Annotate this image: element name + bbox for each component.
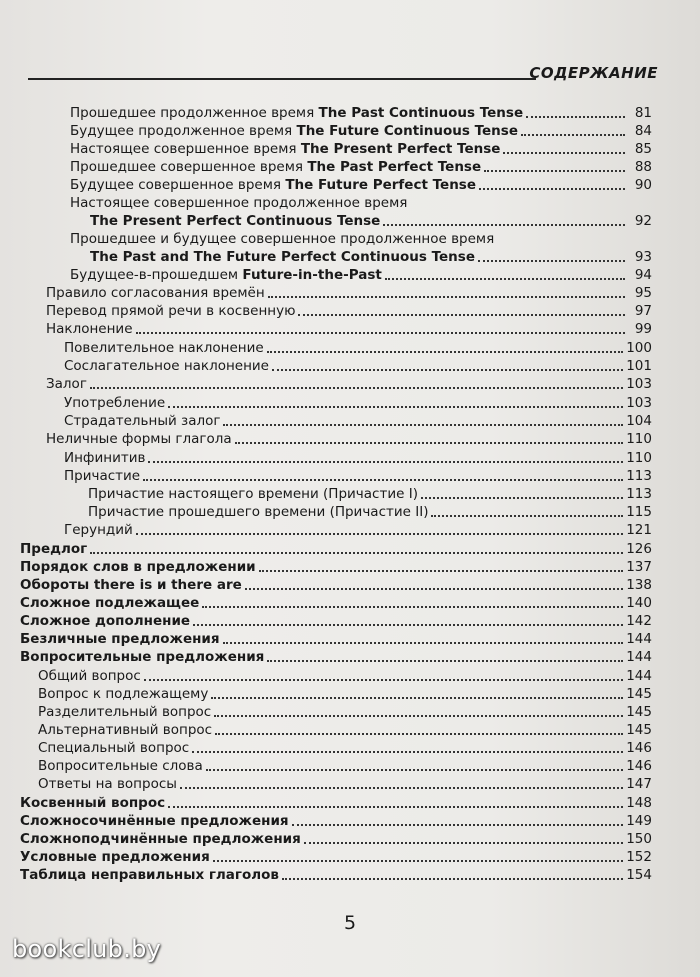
- toc-entry-bold-text: Сложное подлежащее: [20, 595, 200, 611]
- toc-entry-title: [38, 757, 203, 775]
- toc-entry-text: Разделительный вопрос: [38, 704, 212, 720]
- dot-leader: [235, 441, 624, 444]
- toc-entry-bold-text: The Present Perfect Tense: [300, 141, 501, 157]
- toc-entry: [88, 485, 652, 503]
- toc-entry-title: [20, 648, 264, 666]
- toc-entry-text: Правило согласования времён: [46, 285, 265, 301]
- toc-entry-title: [88, 503, 428, 521]
- toc-entry: [70, 104, 652, 122]
- dot-leader: [144, 678, 623, 681]
- toc-entry-text: Прошедшее и будущее совершенное продолженное время: [70, 231, 495, 247]
- toc-entry-title: [20, 866, 279, 884]
- toc-entry: [64, 339, 652, 357]
- toc-entry: [88, 503, 652, 521]
- toc-entry-title: [88, 485, 418, 503]
- toc-entry: [38, 685, 652, 703]
- toc-entry: [20, 648, 652, 666]
- toc-page-number: 137: [626, 559, 652, 575]
- toc-entry-text: Страдательный залог: [64, 413, 221, 429]
- toc-entry: [38, 775, 652, 793]
- toc-entry: [70, 158, 652, 176]
- toc-page-number: 90: [634, 177, 652, 193]
- toc-page-number: 146: [626, 758, 652, 774]
- toc-entry-text: Герундий: [64, 522, 133, 538]
- toc-page-number: 94: [634, 267, 652, 283]
- toc-entry-title: [90, 248, 475, 266]
- dot-leader: [259, 569, 624, 572]
- toc-entry: [20, 848, 652, 866]
- toc-entry-title: [64, 357, 269, 375]
- toc-entry-text: Причастие прошедшего времени (Причастие II): [88, 504, 429, 520]
- toc-entry: [64, 467, 652, 485]
- toc-entry: [20, 630, 652, 648]
- dot-leader: [304, 841, 623, 844]
- toc-page-number: 142: [626, 613, 652, 629]
- toc-entry-bold-text: Косвенный вопрос: [20, 795, 166, 811]
- dot-leader: [421, 496, 623, 499]
- toc-entry-title: [38, 667, 141, 685]
- toc-entry-title: [20, 576, 242, 594]
- toc-page-number: 145: [626, 722, 652, 738]
- toc-entry-text: Альтернативный вопрос: [38, 722, 213, 738]
- toc-entry-text: Употребление: [64, 395, 166, 411]
- toc-page-number: 103: [626, 376, 652, 392]
- toc-entry: [20, 576, 652, 594]
- toc-entry-title: [90, 212, 380, 230]
- toc-entry: [20, 794, 652, 812]
- toc-entry: [90, 212, 652, 230]
- toc-page-number: 113: [626, 486, 652, 502]
- toc-page-number: 144: [626, 668, 652, 684]
- toc-entry: [46, 320, 652, 338]
- toc-entry: [64, 412, 652, 430]
- toc-entry-bold-text: Безличные предложения: [20, 631, 220, 647]
- toc-entry-bold-text: Вопросительные предложения: [20, 649, 265, 665]
- toc-entry-bold-text: Future-in-the-Past: [242, 267, 382, 283]
- watermark-logo: bookclub.by: [12, 935, 162, 963]
- toc-entry-title: [70, 104, 523, 122]
- toc-entry-title: [46, 320, 133, 338]
- dot-leader: [206, 768, 623, 771]
- dot-leader: [478, 259, 625, 262]
- toc-entry: [46, 302, 652, 320]
- toc-page-number: 104: [626, 413, 652, 429]
- toc-page-number: 84: [634, 123, 652, 139]
- toc-page-number: 97: [634, 303, 652, 319]
- toc-page-number: 149: [626, 813, 652, 829]
- toc-entry-title: [70, 140, 500, 158]
- toc-entry-bold-text: Условные предложения: [20, 849, 210, 865]
- toc-page-number: 88: [634, 159, 652, 175]
- dot-leader: [298, 313, 625, 316]
- toc-entry-title: [64, 339, 264, 357]
- toc-entry: [38, 739, 652, 757]
- toc-page-number: 146: [626, 740, 652, 756]
- toc-page-number: 144: [626, 631, 652, 647]
- dot-leader: [431, 514, 623, 517]
- toc-page-number: 100: [626, 340, 652, 356]
- toc-entry: [64, 449, 652, 467]
- dot-leader: [148, 460, 623, 463]
- toc-entry-text: Общий вопрос: [38, 668, 141, 684]
- dot-leader: [223, 641, 624, 644]
- toc-entry: [38, 703, 652, 721]
- toc-entry-title: [38, 739, 189, 757]
- toc-entry-title: [20, 594, 199, 612]
- toc-page-number: 113: [626, 468, 652, 484]
- toc-entry-title: [64, 449, 145, 467]
- dot-leader: [292, 823, 624, 826]
- dot-leader: [90, 386, 623, 389]
- toc-page-number: 95: [634, 285, 652, 301]
- toc-page-number: 154: [626, 867, 652, 883]
- dot-leader: [136, 331, 625, 334]
- dot-leader: [267, 659, 623, 662]
- toc-page-number: 145: [626, 704, 652, 720]
- toc-entry-title: [20, 630, 220, 648]
- toc-entry: [64, 394, 652, 412]
- toc-entry-title: [20, 848, 210, 866]
- toc-page-number: 101: [626, 358, 652, 374]
- toc-page-number: 140: [626, 595, 652, 611]
- toc-entry-title: [46, 375, 87, 393]
- dot-leader: [484, 169, 625, 172]
- toc-entry: [64, 357, 652, 375]
- toc-entry-title: [38, 685, 208, 703]
- dot-leader: [521, 133, 625, 136]
- dot-leader: [268, 295, 625, 298]
- toc-entry: [46, 284, 652, 302]
- toc-entry-title: [38, 775, 177, 793]
- dot-leader: [202, 605, 623, 608]
- dot-leader: [90, 551, 623, 554]
- dot-leader: [245, 587, 623, 590]
- toc-entry: [46, 430, 652, 448]
- toc-entry-title: [38, 703, 211, 721]
- toc-entry-bold-text: Сложносочинённые предложения: [20, 813, 289, 829]
- dot-leader: [267, 350, 624, 353]
- toc-entry-text: Повелительное наклонение: [64, 340, 264, 356]
- dot-leader: [168, 805, 623, 808]
- toc-entry-bold-text: Порядок слов в предложении: [20, 559, 256, 575]
- toc-page-number: 152: [626, 849, 652, 865]
- toc-entry-title: [70, 231, 494, 247]
- toc-page-number: 81: [634, 105, 652, 121]
- toc-entry-text: Будущее-в-прошедшем: [70, 267, 243, 283]
- toc-entry-text: Причастие настоящего времени (Причастие I): [88, 486, 418, 502]
- dot-leader: [193, 623, 623, 626]
- toc-page-number: 121: [626, 522, 652, 538]
- toc-entry-bold-text: Сложное дополнение: [20, 613, 191, 629]
- dot-leader: [136, 532, 623, 535]
- toc-entry: [20, 558, 652, 576]
- toc-entry: [70, 230, 494, 248]
- toc-entry-title: [20, 830, 301, 848]
- toc-entry: [20, 830, 652, 848]
- toc-entry-title: [70, 195, 407, 211]
- toc-entry-text: Прошедшее продолженное время: [70, 105, 319, 121]
- toc-page-number: 150: [626, 831, 652, 847]
- toc-entry-title: [20, 558, 256, 576]
- toc-entry: [38, 667, 652, 685]
- toc-entry: [20, 866, 652, 884]
- toc-entry-title: [70, 122, 518, 140]
- toc-entry: [70, 176, 652, 194]
- page-number: 5: [343, 912, 357, 934]
- toc-entry-bold-text: Предлог: [20, 541, 88, 557]
- toc-entry-bold-text: The Present Perfect Continuous Tense: [90, 213, 381, 229]
- toc-entry: [70, 194, 407, 212]
- toc-entry-text: Наклонение: [46, 321, 133, 337]
- toc-page-number: 145: [626, 686, 652, 702]
- toc-page-number: 115: [626, 504, 652, 520]
- toc-entry-title: [46, 302, 295, 320]
- toc-entry-title: [46, 284, 265, 302]
- dot-leader: [503, 151, 625, 154]
- dot-leader: [211, 696, 623, 699]
- header-rule: [28, 78, 536, 80]
- toc-entry-bold-text: The Past Continuous Tense: [318, 105, 524, 121]
- toc-entry: [20, 812, 652, 830]
- dot-leader: [272, 368, 623, 371]
- toc-entry-bold-text: Сложноподчинённые предложения: [20, 831, 301, 847]
- toc-entry-title: [20, 612, 190, 630]
- toc-entry-title: [20, 540, 87, 558]
- toc-entry-title: [46, 430, 232, 448]
- toc-entry-text: Ответы на вопросы: [38, 776, 177, 792]
- toc-entry-text: Настоящее совершенное время: [70, 141, 301, 157]
- toc-entry-text: Вопросительные слова: [38, 758, 203, 774]
- toc-entry-title: [20, 794, 165, 812]
- toc-entry: [38, 757, 652, 775]
- toc-entry: [64, 521, 652, 539]
- toc-entry-title: [64, 521, 133, 539]
- toc-entry-bold-text: The Past Perfect Tense: [307, 159, 482, 175]
- section-title: СОДЕРЖАНИЕ: [529, 64, 658, 82]
- toc-page-number: 85: [634, 141, 652, 157]
- toc-page-number: 103: [626, 395, 652, 411]
- toc-entry: [70, 122, 652, 140]
- toc-entry-bold-text: The Future Continuous Tense: [296, 123, 518, 139]
- toc-entry: [90, 248, 652, 266]
- toc-entry-text: Неличные формы глагола: [46, 431, 232, 447]
- toc-entry-text: Будущее совершенное время: [70, 177, 286, 193]
- toc-entry-title: [64, 394, 165, 412]
- dot-leader: [213, 859, 623, 862]
- toc-entry-title: [70, 158, 481, 176]
- toc-entry-text: Залог: [46, 376, 87, 392]
- dot-leader: [215, 732, 623, 735]
- toc-entry-text: Вопрос к подлежащему: [38, 686, 209, 702]
- toc-entry-text: Причастие: [64, 468, 141, 484]
- dot-leader: [383, 223, 625, 226]
- toc-page-number: 92: [634, 213, 652, 229]
- toc-entry: [70, 140, 652, 158]
- dot-leader: [385, 277, 625, 280]
- toc-entry-bold-text: Обороты there is и there are: [20, 577, 242, 593]
- toc-page-number: 148: [626, 795, 652, 811]
- toc-page-number: 93: [634, 249, 652, 265]
- toc-entry-title: [38, 721, 212, 739]
- toc-entry: [70, 266, 652, 284]
- toc-entry-bold-text: Таблица неправильных глаголов: [20, 867, 279, 883]
- toc-entry-text: Будущее продолженное время: [70, 123, 297, 139]
- toc-page-number: 110: [626, 450, 652, 466]
- toc-entry-bold-text: The Past and The Future Perfect Continuous Tense: [90, 249, 475, 265]
- toc-page-number: 147: [626, 776, 652, 792]
- toc-entry-text: Инфинитив: [64, 450, 146, 466]
- dot-leader: [168, 405, 623, 408]
- dot-leader: [223, 423, 623, 426]
- dot-leader: [479, 187, 625, 190]
- toc-entry-title: [70, 176, 476, 194]
- dot-leader: [143, 478, 623, 481]
- toc-page-number: 110: [626, 431, 652, 447]
- toc-entry-text: Перевод прямой речи в косвенную: [46, 303, 296, 319]
- toc-entry-text: Настоящее совершенное продолженное время: [70, 195, 408, 211]
- toc-entry-bold-text: The Future Perfect Tense: [285, 177, 476, 193]
- toc-page-number: 144: [626, 649, 652, 665]
- toc-entry-text: Сослагательное наклонение: [64, 358, 269, 374]
- toc-entry-title: [64, 467, 140, 485]
- toc-entry-text: Специальный вопрос: [38, 740, 190, 756]
- dot-leader: [282, 877, 623, 880]
- toc-entry: [20, 540, 652, 558]
- toc-entry: [38, 721, 652, 739]
- dot-leader: [214, 714, 623, 717]
- toc-page-number: 138: [626, 577, 652, 593]
- dot-leader: [180, 786, 623, 789]
- toc-entry-title: [70, 266, 382, 284]
- dot-leader: [526, 115, 625, 118]
- toc-page-number: 126: [626, 541, 652, 557]
- page-header: [28, 62, 658, 82]
- toc-entry: [20, 612, 652, 630]
- toc-entry-title: [20, 812, 289, 830]
- toc-entry: [46, 375, 652, 393]
- dot-leader: [192, 750, 623, 753]
- toc-entry-text: Прошедшее совершенное время: [70, 159, 308, 175]
- toc-page-number: 99: [634, 321, 652, 337]
- toc-entry: [20, 594, 652, 612]
- toc-entry-title: [64, 412, 220, 430]
